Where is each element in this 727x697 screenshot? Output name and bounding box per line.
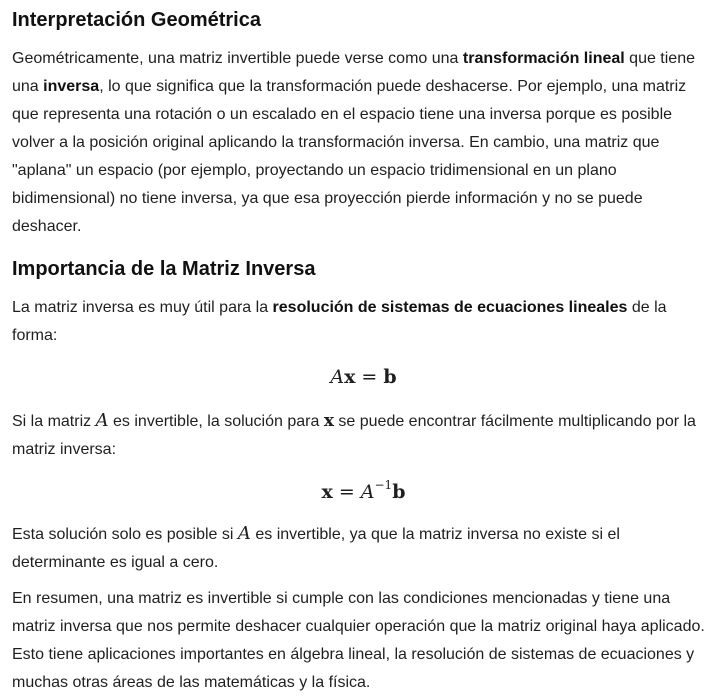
eq-vector-x: x xyxy=(321,481,333,503)
section-heading-geometric-interpretation: Interpretación Geométrica xyxy=(12,9,261,31)
equation-ax-equals-b xyxy=(12,363,715,391)
text: Geométricamente, una matriz invertible puede verse como una xyxy=(12,50,463,67)
text: Si la matriz xyxy=(12,413,96,430)
math-a: A xyxy=(237,523,251,544)
math-a: A xyxy=(95,410,109,431)
paragraph-summary xyxy=(12,585,715,697)
text: En resumen, una matriz es invertible si cumple con las condiciones mencionadas y tiene una matriz inversa que nos permite deshacer cualquier operación que la matriz original haya aplicado. Esto tiene aplicaciones importantes en álgebra lineal, la resolución de sistemas de ecuaciones y muchas otras áreas de las matemáticas y la física. xyxy=(12,590,705,691)
text: se puede encontrar fácilmente multiplicando por la matriz inversa: xyxy=(12,413,696,458)
text: , lo que significa que la transformación puede deshacerse. Por ejemplo, una matriz que representa una rotación o un escalado en el espacio tiene una inversa porque es posible volver a la posición original aplicando la transformación inversa. En cambio, una matriz que "aplana" un espacio (por ejemplo, proyectando un espacio tridimensional en un plano bidimensional) no tiene inversa, ya que esa proyección pierde información y no se puede deshacer. xyxy=(12,78,687,235)
paragraph-geometric-interpretation xyxy=(12,45,715,241)
eq-inverse-exponent: −1 xyxy=(374,478,393,492)
eq-vector-x: x xyxy=(344,366,356,388)
eq-vector-b: b xyxy=(383,366,397,388)
eq-matrix-a: A xyxy=(360,481,375,503)
text: Esta solución solo es posible si xyxy=(12,526,238,543)
text: es invertible, la solución para xyxy=(108,413,324,430)
bold-term-inverse: inversa xyxy=(43,78,100,95)
eq-vector-b: b xyxy=(392,481,406,503)
eq-matrix-a: A xyxy=(330,366,345,388)
text: de la forma: xyxy=(12,299,667,344)
bold-term-linear-systems: resolución de sistemas de ecuaciones lineales xyxy=(272,299,628,316)
math-x: x xyxy=(323,411,334,431)
text: es invertible, ya que la matriz inversa no existe si el determinante es igual a cero. xyxy=(12,526,620,571)
text: que tiene una xyxy=(12,50,695,95)
eq-equals: = xyxy=(361,366,378,388)
equation-x-equals-a-inverse-b xyxy=(12,478,715,506)
bold-term-linear-transformation: transformación lineal xyxy=(462,50,625,67)
paragraph-importance-intro xyxy=(12,294,715,350)
eq-equals: = xyxy=(338,481,355,503)
text: La matriz inversa es muy útil para la xyxy=(12,299,273,316)
paragraph-solution xyxy=(12,407,715,464)
paragraph-condition xyxy=(12,520,715,577)
section-heading-importance: Importancia de la Matriz Inversa xyxy=(12,258,316,280)
